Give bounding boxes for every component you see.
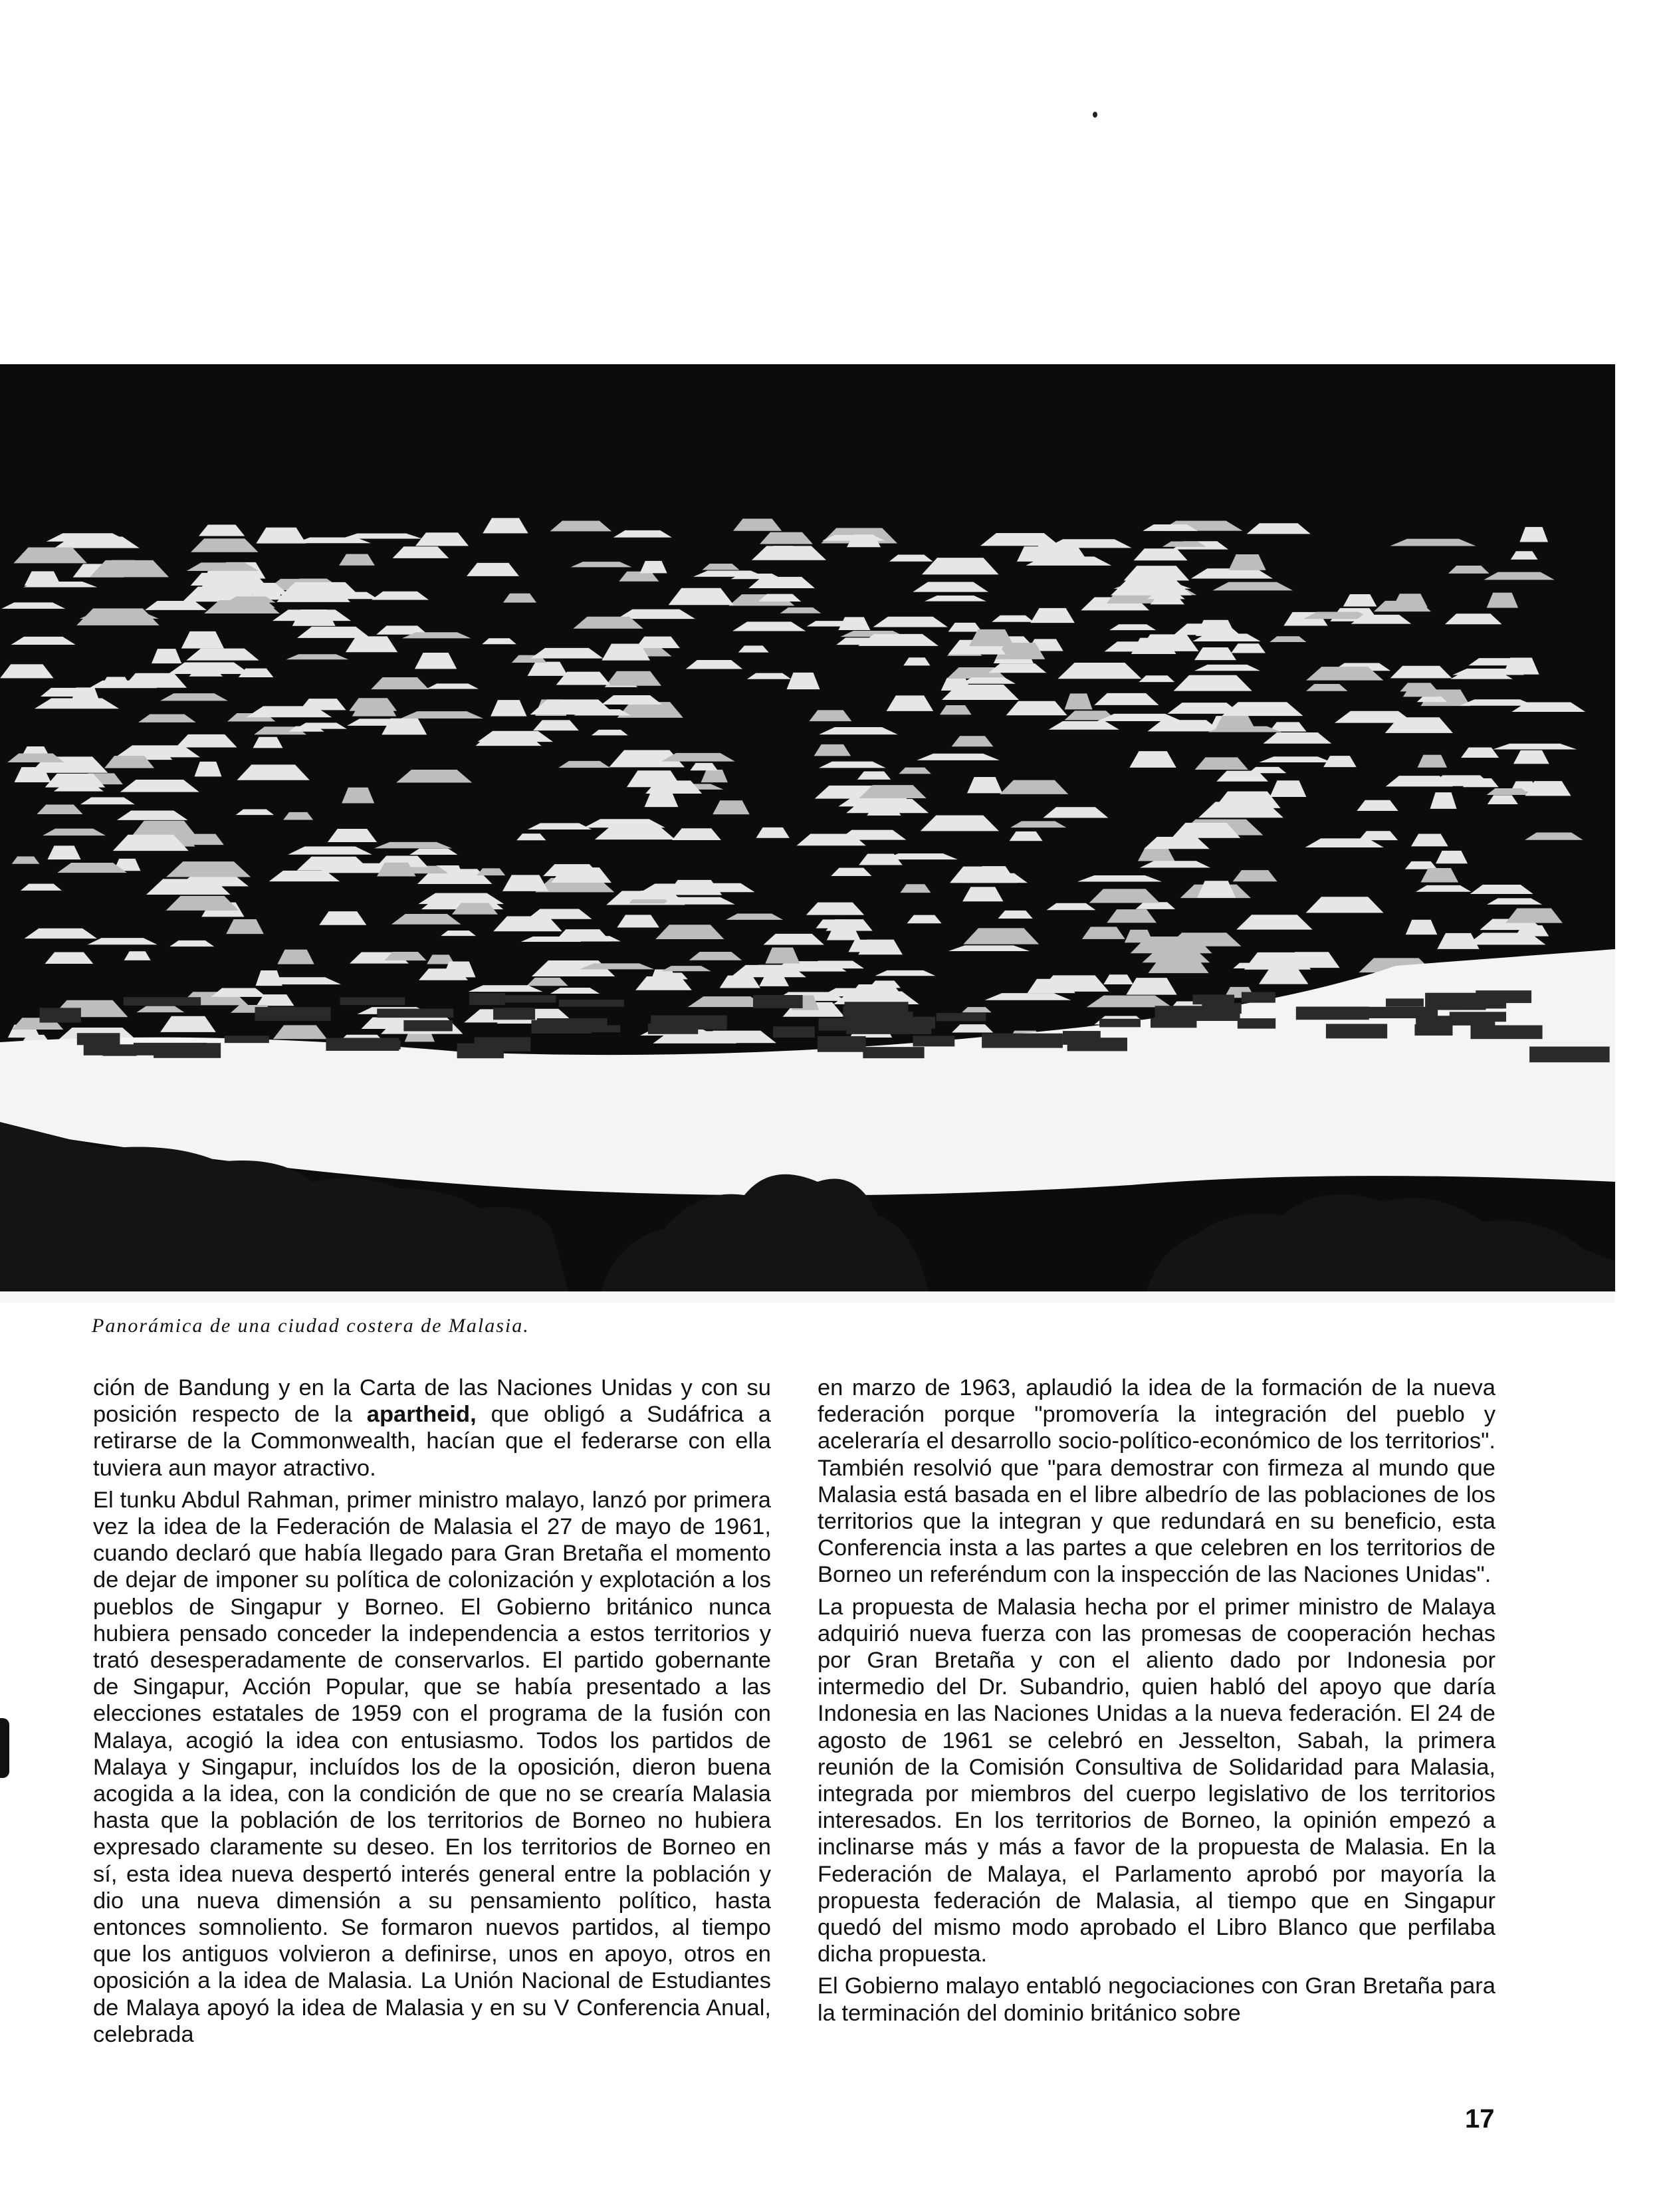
photo-stilt-house bbox=[818, 1018, 889, 1031]
scan-edge-mark bbox=[0, 1718, 9, 1778]
left-column bbox=[93, 1375, 771, 2048]
photo-stilt-house bbox=[531, 1020, 591, 1034]
right-paragraph-3: El Gobierno malayo entabló negociaciones con Gran Bretaña para la terminación del dominio británico sobre bbox=[818, 1973, 1495, 2026]
photo-stilt-house bbox=[103, 1048, 137, 1056]
left-paragraph-1 bbox=[93, 1375, 771, 1482]
photo-stilt-house bbox=[982, 1034, 1063, 1048]
photo-stilt-house bbox=[1476, 990, 1531, 1003]
photo-stilt-house bbox=[377, 1009, 453, 1018]
photo-stilt-house bbox=[1353, 1007, 1438, 1018]
photo-coastal-town-image bbox=[0, 364, 1615, 1303]
photo-stilt-house bbox=[753, 995, 803, 1008]
photo-bottom-strip bbox=[0, 1291, 1615, 1303]
left-paragraph-1-bold-term: apartheid, bbox=[366, 1402, 477, 1428]
photo-stilt-house bbox=[403, 1020, 452, 1032]
photo-stilt-house bbox=[773, 1026, 815, 1038]
photo-stilt-house bbox=[340, 998, 405, 1005]
photo-caption: Panorámica de una ciudad costera de Malasia. bbox=[92, 1315, 530, 1337]
photo-stilt-house bbox=[651, 1015, 726, 1029]
photo-stilt-house bbox=[1386, 998, 1424, 1006]
photo-stilt-house bbox=[863, 1047, 924, 1058]
photo-stilt-house bbox=[457, 1044, 504, 1058]
photo-stilt-house bbox=[326, 1038, 399, 1050]
left-paragraph-1-text-end: que obligó a Sudáfrica a retirarse de la Commonwealth, hacían que el federarse con ella tuviera aun mayor atractivo. bbox=[93, 1402, 771, 1481]
coastal-town-photo bbox=[0, 364, 1615, 1303]
photo-stilt-house bbox=[1238, 1018, 1275, 1028]
photo-stilt-house bbox=[1529, 1047, 1610, 1063]
photo-stilt-house bbox=[77, 1033, 120, 1045]
photo-stilt-house bbox=[1063, 1031, 1101, 1045]
photo-stilt-house bbox=[1326, 1024, 1387, 1038]
photo-stilt-house bbox=[559, 1000, 624, 1007]
page-number: 17 bbox=[1465, 2104, 1495, 2134]
photo-stilt-house bbox=[1099, 1019, 1141, 1028]
photo-stilt-house bbox=[40, 1008, 81, 1022]
photo-stilt-house bbox=[225, 1036, 269, 1043]
right-column bbox=[818, 1375, 1495, 2027]
photo-stilt-house bbox=[1470, 1025, 1542, 1039]
photo-stilt-house bbox=[913, 1036, 955, 1046]
left-paragraph-2: El tunku Abdul Rahman, primer ministro malayo, lanzó por primera vez la idea de la Federación de Malasia el 27 de mayo de 1961, cuando declaró que había llegado para Gran Bretaña el momento de dejar de imponer su política de colonización y explotación a los pueblos de Singapur y Borneo. El Gobierno británico nunca hubiera pensado conceder la independencia a estos territorios y trató desesperadamente de conservarlos. El partido gobernante de Singapur, Acción Popular, que se había presentado a las elecciones estatales de 1959 con el programa de la fusión con Malaya, acogió la idea con entusiasmo. Todos los partidos de Malaya y Singapur, incluídos los de la oposición, dieron buena acogida a la idea, con la condición de que no se crearía Malasia hasta que la población de los territorios de Borneo no hubiera expresado claramente su deseo. En los territorios de Borneo en sí, esta idea nueva despertó interés general entre la población y dio una nueva dimensión a su pensamiento político, hasta entonces somnoliento. Se formaron nuevos partidos, al tiempo que los antiguos volvieron a definirse, unos en apoyo, otros en oposición a la idea de Malasia. La Unión Nacional de Estudiantes de Malaya apoyó la idea de Malasia y en su V Conferencia Anual, celebrada bbox=[93, 1487, 771, 2047]
photo-stilt-house bbox=[124, 997, 201, 1006]
left-paragraph-1-text: ción de Bandung y en la Carta de las Naciones Unidas y con su posición respecto de la bbox=[93, 1375, 771, 1428]
photo-stilt-house bbox=[937, 1013, 986, 1021]
ink-speck bbox=[1093, 112, 1097, 118]
photo-stilt-house bbox=[255, 1007, 331, 1021]
photo-stilt-house bbox=[1414, 1024, 1452, 1036]
photo-stilt-house bbox=[469, 993, 505, 1005]
photo-stilt-house bbox=[493, 1008, 535, 1020]
right-paragraph-2: La propuesta de Malasia hecha por el primer ministro de Malaya adquirió nueva fuerza con las promesas de cooperación hechas por Gran Bretaña y con el aliento dado por Indonesia por intermedio del Dr. Subandrio, quien habló del apoyo que daría Indonesia en las Naciones Unidas a la nueva federación. El 24 de agosto de 1961 se celebró en Jesselton, Sabah, la primera reunión de la Comisión Consultiva de Solidaridad para Malasia, integrada por miembros del cuerpo legislativo de los territorios interesados. En los territorios de Borneo, la opinión empezó a inclinarse más y más a favor de la propuesta de Malasia. En la Federación de Malaya, el Parlamento aprobó por mayoría la propuesta federación de Malasia, al tiempo que en Singapur quedó del mismo modo aprobado el Libro Blanco que perfilaba dicha propuesta. bbox=[818, 1594, 1495, 1967]
photo-stilt-house bbox=[1242, 992, 1275, 1003]
right-paragraph-1: en marzo de 1963, aplaudió la idea de la formación de la nueva federación porque "promovería la integración del pueblo y aceleraría el desarrollo socio-político-económico de los territorios". También resolvió que "para demostrar con firmeza al mundo que Malasia está basada en el libre albedrío de las poblaciones de los territorios que la integran y que redundará en su beneficio, esta Conferencia insta a las partes a que celebren en los territorios de Borneo un referéndum con la inspección de las Naciones Unidas". bbox=[818, 1375, 1495, 1588]
photo-stilt-house bbox=[1155, 1006, 1240, 1021]
photo-stilt-house bbox=[818, 1036, 866, 1052]
